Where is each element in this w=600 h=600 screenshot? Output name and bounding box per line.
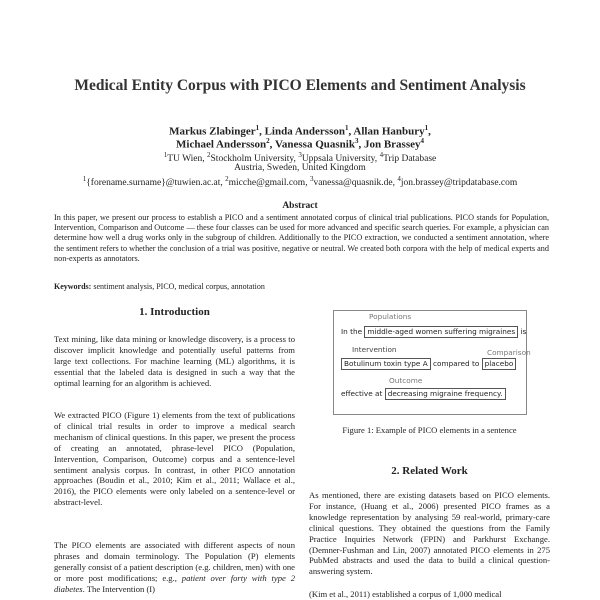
- population-label: Populations: [369, 312, 412, 321]
- figure-text: effective at: [341, 389, 385, 398]
- intro-p3-text: The PICO elements are associated with different aspects of noun phrases and domain terminology. The Population (P) elements generally consist of a patient description (e.g. children, men) with one or more post modifications; e.g.,: [54, 540, 295, 583]
- abstract-text: In this paper, we present our process to establish a PICO and a sentiment annotated corpus of clinical trial publications. PICO stands for Population, Intervention, Comparison and Outcome — these four classes can be used for more advanced and specific search queries. For example, a physician can determine how well a drug works only in the subgroup of children. Additionally to the PICO extraction, we conducted a sentiment annotation, where the sentiment refers to whether the conclusion of a trial was positive, negative or neutral. We created both corpora with the help of medical experts and non-experts as annotators.: [54, 213, 549, 263]
- intro-paragraph-2: We extracted PICO (Figure 1) elements from the text of publications of clinical trial results in order to improve a medical search mechanism of clinical questions. In this paper, we present the process of creating an annotated, phrase-level PICO (Population, Intervention, Comparison, Outcome) corpus and a sentence-level sentiment analysis corpus. In contrast, in other PICO annotation approaches (Boudin et al., 2010; Kim et al., 2011; Wallace et al., 2016), the PICO elements were only labeled on a sentence-level or abstract-level.: [54, 410, 295, 508]
- figure-1: [333, 310, 531, 415]
- intervention-label: Intervention: [352, 345, 397, 354]
- figure-sentence-line-3: [341, 388, 506, 400]
- affil-sup: 2: [207, 151, 211, 159]
- author-sep: ,: [259, 125, 265, 138]
- author-sup: 2: [266, 137, 270, 145]
- email-text: jon.brassey@tripdatabase.com: [400, 178, 518, 189]
- intro-paragraph-3: [54, 540, 295, 600]
- email-sup: 3: [309, 175, 314, 183]
- figure-text: In the: [341, 327, 365, 336]
- comparison-phrase: placebo: [482, 358, 517, 370]
- author-sup: 1: [424, 124, 429, 132]
- figure-sentence-line-2: [341, 358, 516, 370]
- abstract-heading: Abstract: [282, 201, 318, 211]
- related-paragraph-2: (Kim et al., 2011) established a corpus of 1,000 medical: [309, 589, 502, 599]
- affil-sup: 1: [163, 151, 168, 159]
- author-name: Michael Andersson: [176, 138, 267, 151]
- author-sep: ,: [348, 125, 354, 138]
- author-sup: 3: [354, 137, 359, 145]
- related-paragraph-1: As mentioned, there are existing datasets based on PICO elements. For instance, (Huang et al., 2006) presented PICO frames as a knowledge representation by analysing 59 real-world, primary-care clinical questions. They obtained the questions from the Family Practice Inquiries Network (FPIN) and Parkhurst Exchange. (Demner-Fushman and Lin, 2007) annotated PICO elements in 275 PubMed abstracts and used the data to build a clinical question-answering system.: [309, 490, 550, 577]
- author-sup: 4: [420, 137, 424, 145]
- affil-sup: 3: [298, 151, 302, 159]
- comparison-label: Comparison: [487, 348, 531, 357]
- emails: [0, 175, 600, 188]
- affil-text: Stockholm University,: [210, 154, 299, 165]
- population-phrase: middle-aged women suffering migraines: [364, 326, 518, 338]
- author-sup: 1: [345, 124, 349, 132]
- author-sep: ,: [269, 138, 275, 151]
- section-heading-text: 2. Related Work: [391, 465, 468, 477]
- section-heading-text: 1. Introduction: [139, 306, 210, 318]
- email-text: vanessa@quasnik.de,: [313, 178, 398, 189]
- author-name: Jon Brassey: [363, 138, 421, 151]
- email-sup: 4: [397, 175, 401, 183]
- authors-line-2: [0, 137, 600, 151]
- figure-sentence-line-1: [341, 326, 526, 338]
- section-1-heading: [54, 306, 295, 318]
- outcome-phrase: decreasing migraine frequency.: [385, 388, 506, 400]
- affil-text: Trip Database: [383, 154, 437, 165]
- intro-p3-text-end: . The Intervention (I): [82, 583, 156, 594]
- author-name: Markus Zlabinger: [169, 125, 256, 138]
- authors-line-1: [0, 124, 600, 138]
- email-text: {forename.surname}@tuwien.ac.at,: [86, 178, 226, 189]
- affil-text: TU Wien,: [167, 154, 208, 165]
- figure-text: is: [518, 327, 527, 336]
- figure-1-caption: Figure 1: Example of PICO elements in a sentence: [342, 425, 517, 435]
- outcome-label: Outcome: [389, 376, 423, 385]
- author-name: Vanessa Quasnik: [274, 138, 355, 151]
- author-sep: ,: [358, 138, 364, 151]
- author-name: Linda Andersson: [264, 125, 345, 138]
- affil-text: Uppsala University,: [301, 154, 380, 165]
- affil-sup: 4: [379, 151, 384, 159]
- intervention-phrase: Botulinum toxin type A: [341, 358, 431, 370]
- author-sup: 1: [255, 124, 260, 132]
- paper-title: Medical Entity Corpus with PICO Elements and Sentiment Analysis: [74, 77, 526, 94]
- intro-p3-emphasis: patient over forty with type 2 diabetes: [54, 572, 295, 594]
- keywords-text: sentiment analysis, PICO, medical corpus, annotation: [91, 282, 265, 291]
- figure-text: compared to: [430, 359, 482, 368]
- keywords-label: Keywords:: [54, 282, 92, 291]
- email-text: micche@gmail.com,: [228, 178, 310, 189]
- email-sup: 2: [225, 175, 229, 183]
- section-2-heading: [309, 465, 550, 477]
- intro-paragraph-1: Text mining, like data mining or knowledge discovery, is a process to discover implicit knowledge and potentially useful patterns from large text collections. For machine learning (ML) algorithms, it is essential that the labeled data is designed in such a way that the optimal learning for an algorithm is achieved.: [54, 334, 295, 388]
- author-name: Allan Hanbury: [353, 125, 425, 138]
- keywords: [54, 282, 549, 291]
- email-sup: 1: [82, 175, 87, 183]
- author-sep: ,: [428, 125, 431, 138]
- affiliation-location: Austria, Sweden, United Kingdom: [234, 163, 366, 173]
